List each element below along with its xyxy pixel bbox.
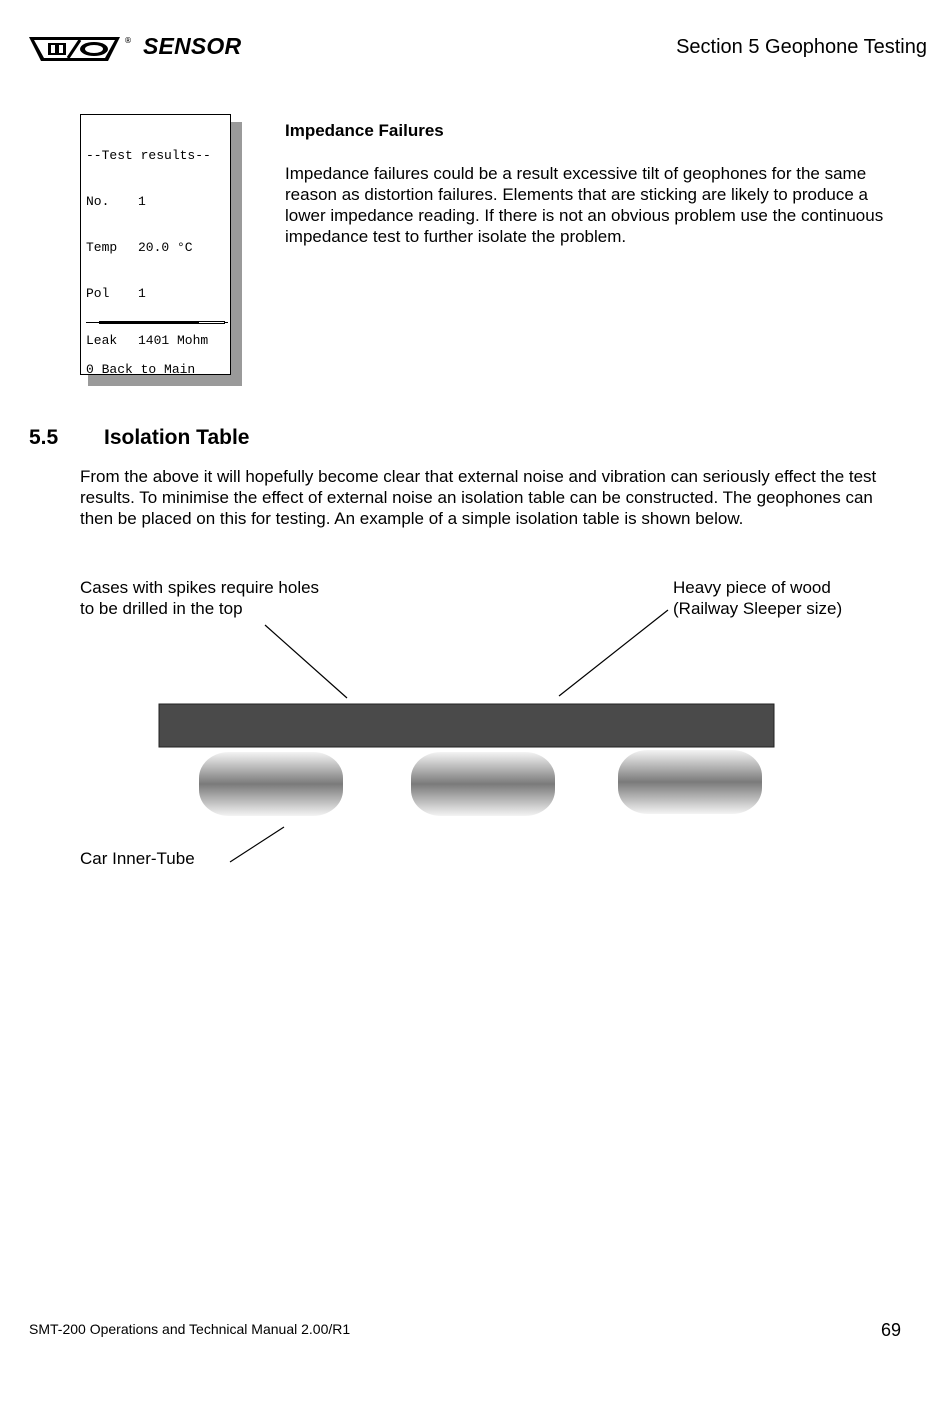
menu-back-to-main: 0 Back to Main (86, 361, 196, 375)
result-row-leak: Leak 1401 Mohm (86, 332, 209, 348)
test-results-screen (80, 114, 231, 375)
leader-line-wood (559, 610, 668, 696)
footer-page-number: 69 (881, 1320, 902, 1340)
result-row-no: No. 1 (86, 194, 146, 210)
section-title: Isolation Table (104, 426, 250, 449)
screen-menu (86, 331, 203, 375)
section-paragraph: From the above it will hopefully become clear that external noise and vibration can seriously effect the test results. To minimise the effect of external noise an isolation table can be constructed. The geophones can then be placed on this for testing. An example of a simple isolation table is shown below. (80, 467, 877, 528)
progress-bar (86, 321, 228, 325)
leader-line-spikes (265, 625, 347, 698)
label-car-inner-tube: Car Inner-Tube (80, 849, 195, 868)
progress-remaining (198, 321, 225, 324)
section-header-title: Section 5 Geophone Testing (676, 36, 927, 58)
label-cases-with-spikes: Cases with spikes require holes to be drilled in the top (80, 578, 320, 618)
result-row-pol: Pol 1 (86, 286, 146, 302)
section-number: 5.5 (29, 426, 59, 449)
registered-mark: ® (124, 36, 132, 45)
label-heavy-wood: Heavy piece of wood (Railway Sleeper size) (673, 578, 843, 618)
screen-title: --Test results-- (86, 147, 211, 163)
result-row-temp: Temp 20.0 °C (86, 240, 193, 256)
impedance-heading: Impedance Failures (285, 121, 444, 140)
isolation-table-diagram (0, 600, 950, 880)
brand-name: SENSOR (143, 33, 242, 59)
inner-tube-2 (411, 752, 555, 816)
inner-tube-3 (618, 750, 762, 814)
inner-tube-1 (199, 752, 343, 816)
io-logo-icon (28, 33, 140, 65)
device-screen-figure (80, 114, 242, 386)
footer-manual-title: SMT-200 Operations and Technical Manual 2.00/R1 (29, 1321, 351, 1337)
impedance-paragraph: Impedance failures could be a result excessive tilt of geophones for the same reason as distortion failures. Elements that are sticking are likely to produce a lower impedance reading. If there is not an obvious problem use the continuous impedance test to further isolate the problem. (285, 164, 884, 246)
wooden-sleeper-board (159, 704, 774, 747)
leader-line-tube (230, 827, 284, 862)
progress-fill (99, 321, 198, 324)
